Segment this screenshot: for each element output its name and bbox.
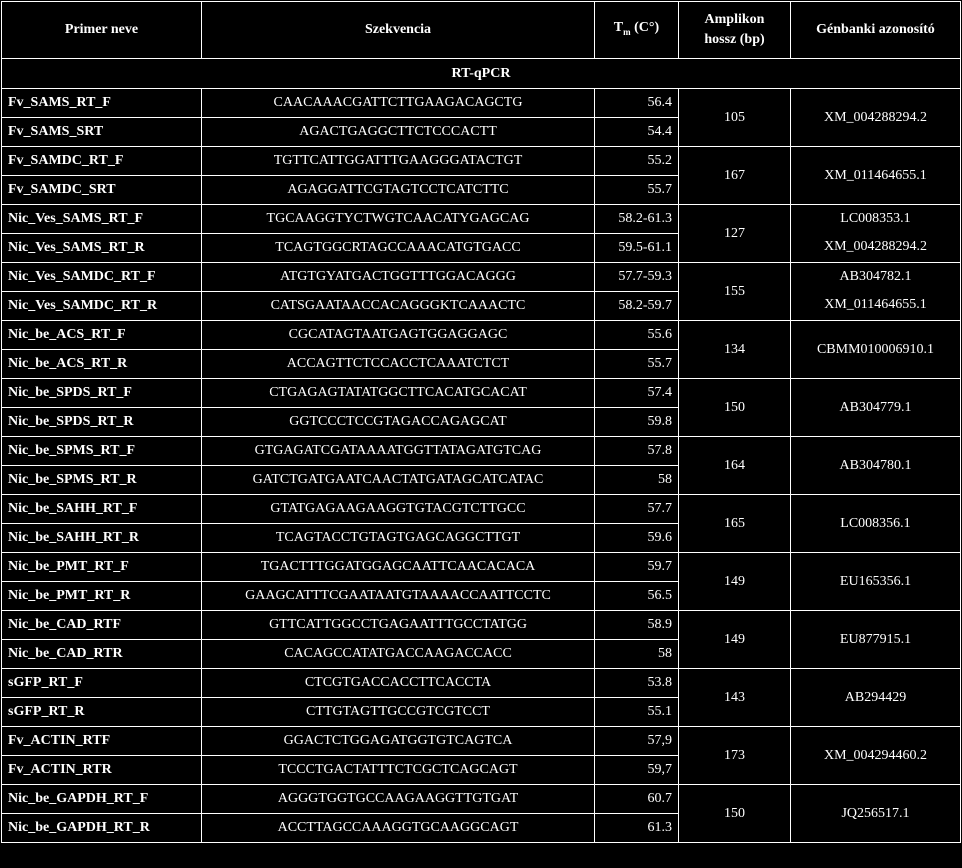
primer-sequence: GGACTCTGGAGATGGTGTCAGTCA — [202, 727, 595, 756]
table-row — [2, 669, 961, 698]
amplicon-length: 165 — [679, 495, 791, 553]
primer-tm: 59.7 — [595, 553, 679, 582]
amplicon-length: 127 — [679, 205, 791, 263]
primer-name: Nic_be_PMT_RT_R — [2, 582, 202, 611]
primer-name: Nic_be_CAD_RTR — [2, 640, 202, 669]
primer-name: Fv_SAMDC_RT_F — [2, 147, 202, 176]
accession-id: EU165356.1 — [839, 573, 912, 589]
header-amplicon — [679, 2, 791, 59]
genbank-accession — [791, 495, 961, 553]
primer-tm: 58 — [595, 466, 679, 495]
header-tm — [595, 2, 679, 59]
primer-sequence: GTTCATTGGCCTGAGAATTTGCCTATGG — [202, 611, 595, 640]
primer-sequence: GTGAGATCGATAAAATGGTTATAGATGTCAG — [202, 437, 595, 466]
primer-name: Nic_Ves_SAMDC_RT_R — [2, 292, 202, 321]
primer-name: sGFP_RT_R — [2, 698, 202, 727]
primer-tm: 55.1 — [595, 698, 679, 727]
accession-id: JQ256517.1 — [841, 805, 910, 821]
primer-tm: 57.4 — [595, 379, 679, 408]
primer-sequence: CAACAAACGATTCTTGAAGACAGCTG — [202, 89, 595, 118]
primer-tm: 56.4 — [595, 89, 679, 118]
section-label: RT-qPCR — [2, 59, 961, 89]
table-row — [2, 437, 961, 466]
primer-sequence: CATSGAATAACCACAGGGKTCAAACTC — [202, 292, 595, 321]
genbank-accession — [791, 437, 961, 495]
primer-sequence: TGTTCATTGGATTTGAAGGGATACTGT — [202, 147, 595, 176]
primer-sequence: TCAGTACCTGTAGTGAGCAGGCTTGT — [202, 524, 595, 553]
primer-sequence: TCAGTGGCRTAGCCAAACATGTGACC — [202, 234, 595, 263]
primer-name: Nic_be_GAPDH_RT_F — [2, 785, 202, 814]
primer-tm: 55.7 — [595, 350, 679, 379]
table-row — [2, 553, 961, 582]
table-row — [2, 147, 961, 176]
primer-sequence: CTGAGAGTATATGGCTTCACATGCACAT — [202, 379, 595, 408]
accession-id: AB304780.1 — [839, 457, 912, 473]
primer-tm: 59.8 — [595, 408, 679, 437]
primer-sequence: AGAGGATTCGTAGTCCTCATCTTC — [202, 176, 595, 205]
primer-sequence: ACCAGTTCTCCACCTCAAATCTCT — [202, 350, 595, 379]
primer-tm: 61.3 — [595, 814, 679, 843]
genbank-accession — [791, 205, 961, 263]
primer-tm: 55.2 — [595, 147, 679, 176]
genbank-accession — [791, 727, 961, 785]
primer-tm: 59.5-61.1 — [595, 234, 679, 263]
primer-tm: 57.8 — [595, 437, 679, 466]
primer-sequence: CTCGTGACCACCTTCACCTA — [202, 669, 595, 698]
primer-name: sGFP_RT_F — [2, 669, 202, 698]
primer-tm: 57.7 — [595, 495, 679, 524]
primer-sequence: AGGGTGGTGCCAAGAAGGTTGTGAT — [202, 785, 595, 814]
table-row — [2, 785, 961, 814]
primer-sequence: GATCTGATGAATCAACTATGATAGCATCATAC — [202, 466, 595, 495]
primer-sequence: AGACTGAGGCTTCTCCCACTT — [202, 118, 595, 147]
primer-tm: 58 — [595, 640, 679, 669]
table-row — [2, 727, 961, 756]
amplicon-length: 164 — [679, 437, 791, 495]
primer-name: Fv_ACTIN_RTF — [2, 727, 202, 756]
primer-sequence: GTATGAGAAGAAGGTGTACGTCTTGCC — [202, 495, 595, 524]
primer-name: Nic_be_SAHH_RT_F — [2, 495, 202, 524]
primer-name: Fv_SAMS_RT_F — [2, 89, 202, 118]
table-row — [2, 495, 961, 524]
genbank-accession — [791, 89, 961, 147]
accession-id: AB304779.1 — [839, 399, 912, 415]
primer-name: Nic_be_PMT_RT_F — [2, 553, 202, 582]
amplicon-length: 105 — [679, 89, 791, 147]
primer-tm: 57.7-59.3 — [595, 263, 679, 292]
accession-id: XM_004288294.2 — [823, 109, 928, 125]
genbank-accession — [791, 263, 961, 321]
primer-name: Fv_SAMDC_SRT — [2, 176, 202, 205]
genbank-accession — [791, 379, 961, 437]
accession-id: CBMM010006910.1 — [816, 341, 935, 357]
primer-name: Fv_ACTIN_RTR — [2, 756, 202, 785]
amplicon-length: 150 — [679, 379, 791, 437]
amplicon-length: 149 — [679, 553, 791, 611]
primer-sequence: ATGTGYATGACTGGTTTGGACAGGG — [202, 263, 595, 292]
genbank-accession — [791, 553, 961, 611]
primer-tm: 55.7 — [595, 176, 679, 205]
accession-id: XM_004294460.2 — [823, 747, 928, 763]
header-tm-sub: m — [623, 26, 631, 37]
primer-name: Nic_be_SPMS_RT_R — [2, 466, 202, 495]
primer-tm: 54.4 — [595, 118, 679, 147]
primer-tm: 58.9 — [595, 611, 679, 640]
primer-name: Nic_be_CAD_RTF — [2, 611, 202, 640]
amplicon-length: 173 — [679, 727, 791, 785]
primer-sequence: CTTGTAGTTGCCGTCGTCCT — [202, 698, 595, 727]
primer-tm: 58.2-59.7 — [595, 292, 679, 321]
primer-name: Nic_Ves_SAMS_RT_R — [2, 234, 202, 263]
primer-sequence: CGCATAGTAATGAGTGGAGGAGC — [202, 321, 595, 350]
primer-name: Nic_be_SPMS_RT_F — [2, 437, 202, 466]
header-amplicon-line2: hossz (bp) — [704, 32, 765, 47]
genbank-accession — [791, 611, 961, 669]
primer-tm: 55.6 — [595, 321, 679, 350]
primer-tm: 59,7 — [595, 756, 679, 785]
accession-id: LC008353.1 — [840, 211, 911, 226]
primer-name: Fv_SAMS_SRT — [2, 118, 202, 147]
amplicon-length: 155 — [679, 263, 791, 321]
amplicon-length: 167 — [679, 147, 791, 205]
accession-id: EU877915.1 — [839, 631, 912, 647]
amplicon-length: 143 — [679, 669, 791, 727]
genbank-accession — [791, 321, 961, 379]
header-row — [2, 2, 961, 59]
table-row — [2, 611, 961, 640]
accession-id: AB304782.1 — [839, 269, 912, 284]
genbank-accession — [791, 785, 961, 843]
primer-name: Nic_Ves_SAMDC_RT_F — [2, 263, 202, 292]
header-sequence: Szekvencia — [202, 2, 595, 59]
amplicon-length: 150 — [679, 785, 791, 843]
table-row — [2, 89, 961, 118]
primer-sequence: TCCCTGACTATTTCTCGCTCAGCAGT — [202, 756, 595, 785]
accession-id: AB294429 — [844, 689, 907, 705]
primer-tm: 58.2-61.3 — [595, 205, 679, 234]
primer-name: Nic_be_SPDS_RT_F — [2, 379, 202, 408]
primer-tm: 57,9 — [595, 727, 679, 756]
primer-tm: 60.7 — [595, 785, 679, 814]
genbank-accession — [791, 669, 961, 727]
table-row — [2, 379, 961, 408]
table-row — [2, 205, 961, 234]
primer-tm: 59.6 — [595, 524, 679, 553]
amplicon-length: 149 — [679, 611, 791, 669]
primer-name: Nic_Ves_SAMS_RT_F — [2, 205, 202, 234]
primer-sequence: ACCTTAGCCAAAGGTGCAAGGCAGT — [202, 814, 595, 843]
primer-sequence: GGTCCCTCCGTAGACCAGAGCAT — [202, 408, 595, 437]
accession-id: XM_011464655.1 — [824, 167, 927, 183]
primer-table — [1, 1, 961, 843]
primer-sequence: GAAGCATTTCGAATAATGTAAAACCAATTCCTC — [202, 582, 595, 611]
genbank-accession — [791, 147, 961, 205]
header-tm-prefix: T — [613, 20, 624, 36]
section-row — [2, 59, 961, 89]
primer-name: Nic_be_SPDS_RT_R — [2, 408, 202, 437]
primer-name: Nic_be_GAPDH_RT_R — [2, 814, 202, 843]
primer-name: Nic_be_ACS_RT_R — [2, 350, 202, 379]
header-primer: Primer neve — [2, 2, 202, 59]
header-amplicon-line1: Amplikon — [704, 12, 765, 27]
table-row — [2, 263, 961, 292]
primer-sequence: TGCAAGGTYCTWGTCAACATYGAGCAG — [202, 205, 595, 234]
header-tm-suffix: (C°) — [630, 20, 660, 36]
primer-sequence: CACAGCCATATGACCAAGACCACC — [202, 640, 595, 669]
table-row — [2, 321, 961, 350]
primer-name: Nic_be_SAHH_RT_R — [2, 524, 202, 553]
accession-id: LC008356.1 — [840, 515, 911, 531]
table-body — [2, 59, 961, 843]
accession-id: XM_011464655.1 — [824, 297, 927, 312]
primer-tm: 56.5 — [595, 582, 679, 611]
amplicon-length: 134 — [679, 321, 791, 379]
accession-id: XM_004288294.2 — [823, 239, 928, 254]
primer-tm: 53.8 — [595, 669, 679, 698]
header-genbank: Génbanki azonosító — [791, 2, 961, 59]
primer-name: Nic_be_ACS_RT_F — [2, 321, 202, 350]
primer-sequence: TGACTTTGGATGGAGCAATTCAACACACA — [202, 553, 595, 582]
